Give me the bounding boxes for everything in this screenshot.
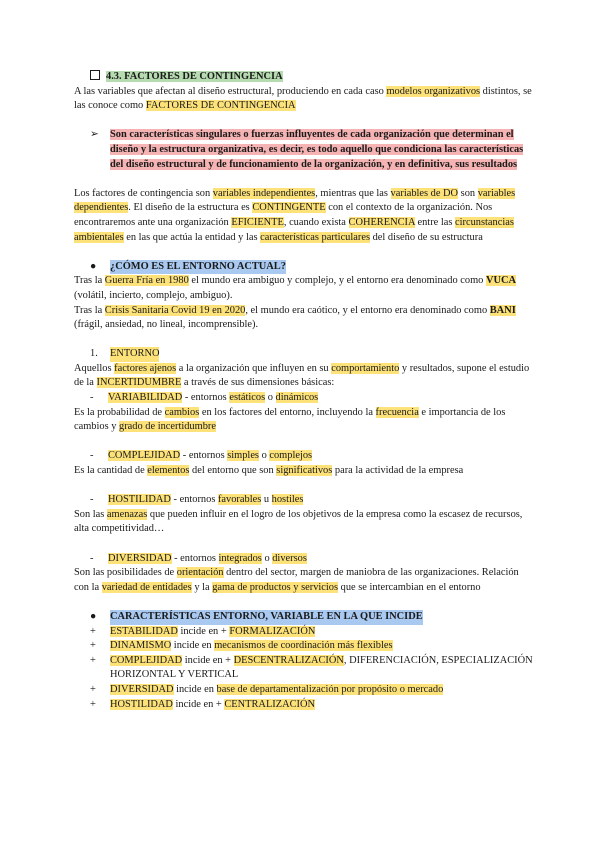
checkbox-icon bbox=[90, 70, 100, 80]
document-page bbox=[74, 70, 534, 712]
entorno-actual-heading: ● ¿CÓMO ES EL ENTORNO ACTUAL? bbox=[90, 260, 534, 275]
arrow-bullet-icon: ➢ bbox=[90, 129, 99, 141]
caracteristicas-heading: ● CARACTERÍSTICAS ENTORNO, VARIABLE EN LA QUE INCIDE bbox=[90, 610, 534, 625]
list-item: + ESTABILIDAD incide en + FORMALIZACIÓN bbox=[90, 625, 316, 637]
vuca-paragraph: Tras la Guerra Fría en 1980 el mundo era ambiguo y complejo, y el entorno era denominado como VUCA (volátil, incierto, complejo, ambiguo). bbox=[74, 275, 516, 301]
bullet-icon: ● bbox=[90, 260, 97, 272]
entorno-heading: 1. ENTORNO bbox=[90, 347, 534, 362]
dimension-diversidad: - DIVERSIDAD - entornos integrados o diversos bbox=[90, 552, 307, 564]
dimension-complejidad-desc: Es la cantidad de elementos del entorno que son significativos para la actividad de la empresa bbox=[74, 465, 464, 477]
dimension-variabilidad: - VARIABILIDAD - entornos estáticos o dinámicos bbox=[90, 392, 319, 404]
definition-block bbox=[90, 128, 534, 172]
list-item: + COMPLEJIDAD incide en + DESCENTRALIZACIÓN, DIFERENCIACIÓN, ESPECIALIZACIÓN HORIZONTAL Y VERTICAL bbox=[90, 654, 533, 681]
entorno-paragraph: Aquellos factores ajenos a la organización que influyen en su comportamiento y resultados, supone el estudio de la INCERTIDUMBRE a través de sus dimensiones básicas: bbox=[74, 362, 530, 389]
intro-paragraph: A las variables que afectan al diseño estructural, produciendo en cada caso modelos organizativos distintos, se las conoce como FACTORES DE CONTINGENCIA bbox=[74, 85, 532, 112]
dimension-variabilidad-desc: Es la probabilidad de cambios en los factores del entorno, incluyendo la frecuencia e importancia de los cambios y grado de incertidumbre bbox=[74, 406, 506, 433]
bani-paragraph: Tras la Crisis Sanitaria Covid 19 en 2020, el mundo era caótico, y el entorno era denominado como BANI (frágil, ansiedad, no lineal, incomprensible). bbox=[74, 304, 516, 331]
contingency-paragraph: Los factores de contingencia son variables independientes, mientras que las variables de DO son variables dependientes. El diseño de la estructura es CONTINGENTE con el contexto de la organización. Nos encontraremos ante una organización EFICIENTE, cuando exista COHERENCIA entre las circunstancias ambientales en las que actúa la entidad y las características particulares del diseño de su estructura bbox=[74, 187, 516, 243]
section-heading bbox=[90, 70, 534, 85]
dimension-hostilidad-desc: Son las amenazas que pueden influir en el logro de los objetivos de la empresa como la escasez de recursos, alta competitividad… bbox=[74, 508, 523, 535]
dimension-complejidad: - COMPLEJIDAD - entornos simples o complejos bbox=[90, 450, 313, 462]
dimension-diversidad-desc: Son las posibilidades de orientación dentro del sector, margen de maniobra de las organizaciones. Relación con la variedad de entidades y la gama de productos y servicios que se intercambian en el entorno bbox=[74, 567, 519, 593]
list-item: + DINAMISMO incide en mecanismos de coordinación más flexibles bbox=[90, 640, 393, 652]
definition-text: Son características singulares o fuerzas influyentes de cada organización que determinan el diseño y la estructura organizativa, es decir, es todo aquello que condiciona las características del diseño estructural y de funcionamiento de la organización, y en definitiva, sus resultados bbox=[110, 129, 524, 170]
dimension-hostilidad: - HOSTILIDAD - entornos favorables u hostiles bbox=[90, 494, 304, 506]
list-item: + HOSTILIDAD incide en + CENTRALIZACIÓN bbox=[90, 698, 315, 710]
section-title: 4.3. FACTORES DE CONTINGENCIA bbox=[106, 71, 283, 82]
list-item: + DIVERSIDAD incide en base de departamentalización por propósito o mercado bbox=[90, 683, 444, 695]
bullet-icon: ● bbox=[90, 610, 97, 622]
